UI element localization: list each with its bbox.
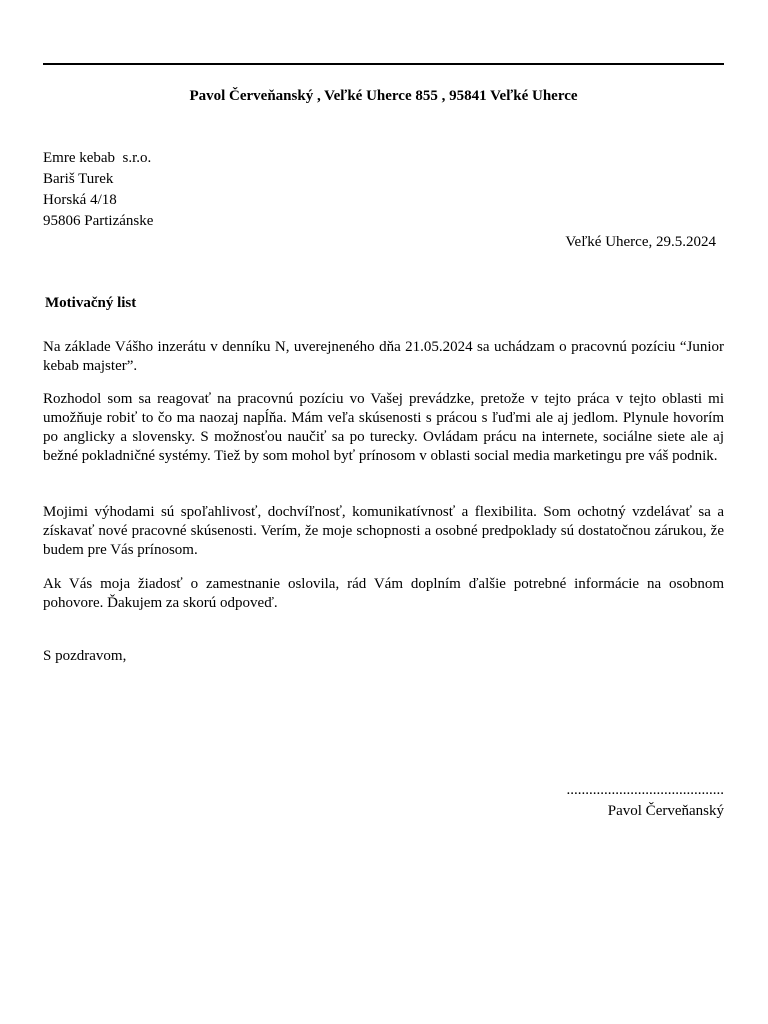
sender-header: Pavol Červeňanský , Veľké Uherce 855 , 95841 Veľké Uherce (189, 88, 578, 104)
paragraph-intro: Na základe Vášho inzerátu v denníku N, uverejneného dňa 21.05.2024 sa uchádzam o pracovnú pozíciu “Junior kebab majster”. (43, 339, 724, 374)
recipient-street: Horská 4/18 (43, 192, 117, 208)
recipient-address (43, 148, 443, 232)
paragraph-motivation: Rozhodol som sa reagovať na pracovnú pozíciu vo Vašej prevádzke, pretože v tejto práca v tejto oblasti mi umožňuje robiť to čo ma naozaj napĺňa. Mám veľa skúsenosti s prácou s ľuďmi ale aj jedlom. Plynule hovorím po anglicky a slovensky. S možnosťou naučiť sa po turecky. Ovládam prácu na internete, sociálne siete ale aj bežné pokladničné systémy. Tiež by som mohol byť prínosom v oblasti social media marketingu pre váš podnik. (43, 391, 724, 464)
recipient-city: 95806 Partizánske (43, 213, 154, 229)
header-divider (43, 63, 724, 65)
signature-name: Pavol Červeňanský (607, 803, 724, 819)
signature-line: .......................................... (566, 782, 724, 798)
paragraph-closing-request: Ak Vás moja žiadosť o zamestnanie oslovila, rád Vám doplním ďalšie potrebné informácie na osobnom pohovore. Ďakujem za skorú odpoveď. (43, 576, 724, 611)
letter-subject: Motivačný list (45, 295, 137, 311)
paragraph-strengths: Mojimi výhodami sú spoľahlivosť, dochvíľnosť, komunikatívnosť a flexibilita. Som ochotný vzdelávať sa a získavať nové pracovné skúsenosti. Verím, že moje schopnosti a osobné predpoklady sú dostatočnou zárukou, že budem pre Vás prínosom. (43, 504, 724, 558)
recipient-person: Bariš Turek (43, 171, 114, 187)
recipient-company: Emre kebab s.r.o. (43, 150, 152, 166)
place-and-date: Veľké Uherce, 29.5.2024 (565, 234, 716, 250)
closing-salutation: S pozdravom, (43, 648, 127, 664)
